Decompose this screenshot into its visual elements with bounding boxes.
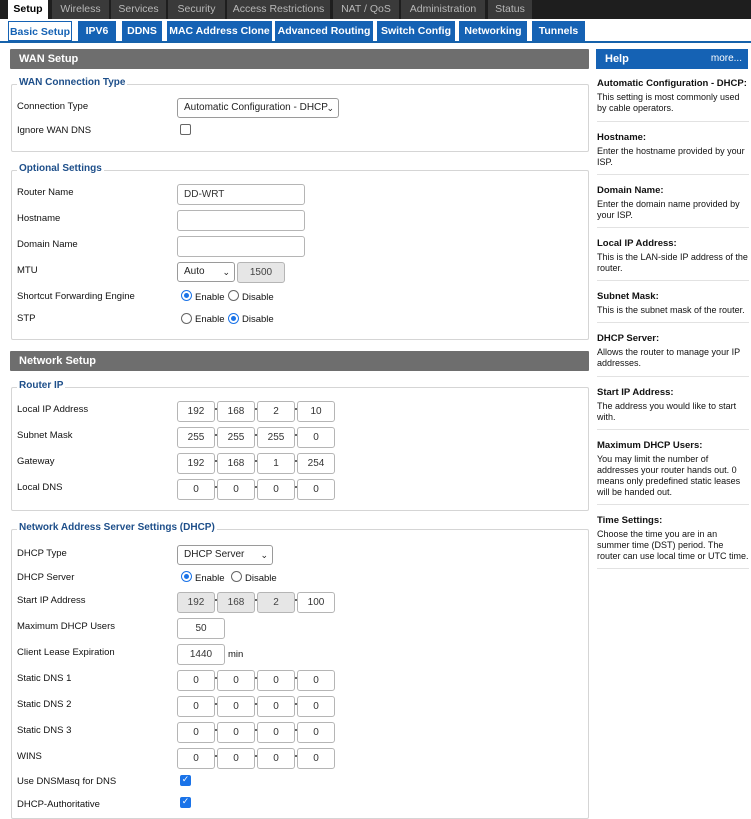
dhcp-server-enable-label: Enable xyxy=(195,573,225,584)
ip-separator xyxy=(255,703,257,705)
ip-separator xyxy=(255,729,257,731)
wins-octet-3[interactable]: 0 xyxy=(257,748,295,769)
ip-separator xyxy=(255,599,257,601)
top-navigation xyxy=(0,0,751,19)
subnet-mask-label: Subnet Mask xyxy=(17,430,73,441)
dns3-octet-4[interactable]: 0 xyxy=(297,722,335,743)
help-title: Help xyxy=(605,53,629,65)
wan-connection-fieldset xyxy=(11,77,589,152)
domain-name-label: Domain Name xyxy=(17,239,78,250)
ip-separator xyxy=(255,460,257,462)
ip-separator xyxy=(255,755,257,757)
start-ip-octet-4[interactable]: 100 xyxy=(297,592,335,613)
help-item-title: Start IP Address: xyxy=(597,387,674,398)
ignore-wan-dns-label: Ignore WAN DNS xyxy=(17,125,92,136)
optional-settings-legend: Optional Settings xyxy=(19,163,102,174)
help-item-title: Automatic Configuration - DHCP: xyxy=(597,78,747,89)
ip-separator xyxy=(295,434,297,436)
dnsmasq-label: Use DNSMasq for DNS xyxy=(17,776,117,787)
help-item-title: DHCP Server: xyxy=(597,333,660,344)
help-item-title: Subnet Mask: xyxy=(597,291,659,302)
ignore-wan-dns-checkbox[interactable] xyxy=(180,124,191,135)
sub-navigation xyxy=(0,19,751,43)
tab-administration[interactable]: Administration xyxy=(401,0,485,19)
local-ip-octet-1[interactable]: 192 xyxy=(177,401,215,422)
stp-enable-radio[interactable] xyxy=(181,313,192,324)
dns2-octet-2[interactable]: 0 xyxy=(217,696,255,717)
ip-separator xyxy=(295,486,297,488)
help-item-start-ip xyxy=(597,387,749,423)
chevron-down-icon: ⌄ xyxy=(260,550,268,560)
help-divider xyxy=(597,568,749,569)
router-ip-legend: Router IP xyxy=(19,380,64,391)
tab-services[interactable]: Services xyxy=(111,0,166,19)
help-divider xyxy=(597,376,749,377)
help-item-dhcp-server xyxy=(597,333,749,369)
sfe-disable-label: Disable xyxy=(242,292,274,303)
wins-label: WINS xyxy=(17,751,42,762)
wan-setup-header: WAN Setup xyxy=(10,49,589,69)
wins-octet-1[interactable]: 0 xyxy=(177,748,215,769)
local-dns-octet-2[interactable]: 0 xyxy=(217,479,255,500)
help-item-title: Domain Name: xyxy=(597,185,664,196)
ip-separator xyxy=(295,460,297,462)
wins-octet-2[interactable]: 0 xyxy=(217,748,255,769)
start-ip-octet-1[interactable]: 192 xyxy=(177,592,215,613)
local-ip-label: Local IP Address xyxy=(17,404,89,415)
sfe-enable-label: Enable xyxy=(195,292,225,303)
help-item-auto-config xyxy=(597,78,749,114)
max-dhcp-users-label: Maximum DHCP Users xyxy=(17,621,116,632)
tab-access-restrictions[interactable]: Access Restrictions xyxy=(227,0,330,19)
help-item-title: Maximum DHCP Users: xyxy=(597,440,703,451)
ip-separator xyxy=(295,729,297,731)
help-divider xyxy=(597,174,749,175)
stp-label: STP xyxy=(17,313,36,324)
dns2-octet-4[interactable]: 0 xyxy=(297,696,335,717)
chevron-down-icon: ⌄ xyxy=(222,267,230,277)
local-dns-octet-4[interactable]: 0 xyxy=(297,479,335,500)
local-dns-octet-3[interactable]: 0 xyxy=(257,479,295,500)
subtab-switch-config[interactable]: Switch Config xyxy=(377,21,455,41)
dhcp-type-label: DHCP Type xyxy=(17,548,67,559)
stp-disable-label: Disable xyxy=(242,314,274,325)
stp-enable-label: Enable xyxy=(195,314,225,325)
hostname-input[interactable] xyxy=(177,210,305,231)
start-ip-label: Start IP Address xyxy=(17,595,86,606)
max-dhcp-users-input[interactable]: 50 xyxy=(177,618,225,639)
connection-type-value: Automatic Configuration - DHCP xyxy=(184,102,328,113)
network-setup-header: Network Setup xyxy=(10,351,589,371)
local-ip-octet-3[interactable]: 2 xyxy=(257,401,295,422)
dhcp-type-select[interactable] xyxy=(177,545,273,565)
help-item-text: This setting is most commonly used by cable operators. xyxy=(597,92,740,113)
router-name-input[interactable]: DD-WRT xyxy=(177,184,305,205)
hostname-label: Hostname xyxy=(17,213,61,224)
ip-separator xyxy=(295,677,297,679)
mtu-value-input[interactable]: 1500 xyxy=(237,262,285,283)
help-item-text: Allows the router to manage your IP addresses. xyxy=(597,347,740,368)
dns1-octet-3[interactable]: 0 xyxy=(257,670,295,691)
help-divider xyxy=(597,504,749,505)
gateway-label: Gateway xyxy=(17,456,55,467)
help-item-title: Hostname: xyxy=(597,132,647,143)
lease-unit-label: min xyxy=(228,649,244,660)
gateway-octet-2[interactable]: 168 xyxy=(217,453,255,474)
start-ip-octet-3[interactable]: 2 xyxy=(257,592,295,613)
help-divider xyxy=(597,280,749,281)
dhcp-server-label: DHCP Server xyxy=(17,572,75,583)
subtab-ddns[interactable]: DDNS xyxy=(122,21,162,41)
stp-disable-radio[interactable] xyxy=(228,313,239,324)
chevron-down-icon: ⌄ xyxy=(326,103,334,113)
help-divider xyxy=(597,429,749,430)
ip-separator xyxy=(255,408,257,410)
tab-security[interactable]: Security xyxy=(168,0,225,19)
gateway-octet-1[interactable]: 192 xyxy=(177,453,215,474)
subtab-ipv6[interactable]: IPV6 xyxy=(78,21,116,41)
help-item-text: You may limit the number of addresses your router hands out. 0 means only predefined static leases will be handed out. xyxy=(597,454,741,497)
domain-name-input[interactable] xyxy=(177,236,305,257)
dhcp-authoritative-label: DHCP-Authoritative xyxy=(17,799,100,810)
dns1-octet-4[interactable]: 0 xyxy=(297,670,335,691)
help-item-max-dhcp-users xyxy=(597,440,749,498)
help-item-text: The address you would like to start with. xyxy=(597,401,737,422)
help-item-domain-name xyxy=(597,185,749,221)
tab-wireless[interactable]: Wireless xyxy=(52,0,109,19)
local-ip-octet-4[interactable]: 10 xyxy=(297,401,335,422)
help-item-time-settings xyxy=(597,515,749,562)
dnsmasq-checkbox[interactable]: ✓ xyxy=(181,775,190,785)
subtab-networking[interactable]: Networking xyxy=(459,21,527,41)
sfe-enable-radio[interactable] xyxy=(181,290,192,301)
subnet-octet-3[interactable]: 255 xyxy=(257,427,295,448)
subtab-mac-address-clone[interactable]: MAC Address Clone xyxy=(167,21,272,41)
ip-separator xyxy=(255,434,257,436)
help-divider xyxy=(597,227,749,228)
subtab-tunnels[interactable]: Tunnels xyxy=(532,21,585,41)
ip-separator xyxy=(295,599,297,601)
ip-separator xyxy=(215,729,217,731)
help-item-title: Local IP Address: xyxy=(597,238,677,249)
static-dns-2-label: Static DNS 2 xyxy=(17,699,72,710)
connection-type-select[interactable] xyxy=(177,98,339,118)
dns2-octet-3[interactable]: 0 xyxy=(257,696,295,717)
ip-separator xyxy=(215,460,217,462)
dhcp-type-value: DHCP Server xyxy=(184,549,245,560)
ip-separator xyxy=(295,755,297,757)
ip-separator xyxy=(255,486,257,488)
help-item-text: This is the subnet mask of the router. xyxy=(597,305,745,315)
subnet-octet-4[interactable]: 0 xyxy=(297,427,335,448)
ip-separator xyxy=(215,703,217,705)
help-header xyxy=(596,49,748,69)
help-item-text: Choose the time you are in an summer time (DST) period. The router can use local time or UTC time. xyxy=(597,529,749,561)
subtab-basic-setup[interactable]: Basic Setup xyxy=(8,21,72,41)
static-dns-3-label: Static DNS 3 xyxy=(17,725,72,736)
help-divider xyxy=(597,322,749,323)
gateway-octet-4[interactable]: 254 xyxy=(297,453,335,474)
gateway-octet-3[interactable]: 1 xyxy=(257,453,295,474)
help-more-link[interactable]: more... xyxy=(710,53,742,64)
dhcp-server-disable-label: Disable xyxy=(245,573,277,584)
local-dns-octet-1[interactable]: 0 xyxy=(177,479,215,500)
dns3-octet-3[interactable]: 0 xyxy=(257,722,295,743)
connection-type-label: Connection Type xyxy=(17,101,89,112)
help-item-title: Time Settings: xyxy=(597,515,663,526)
dns2-octet-1[interactable]: 0 xyxy=(177,696,215,717)
sfe-label: Shortcut Forwarding Engine xyxy=(17,291,135,302)
tab-status[interactable]: Status xyxy=(488,0,532,19)
dns3-octet-2[interactable]: 0 xyxy=(217,722,255,743)
subtab-advanced-routing[interactable]: Advanced Routing xyxy=(275,21,373,41)
sfe-disable-radio[interactable] xyxy=(228,290,239,301)
tab-nat-qos[interactable]: NAT / QoS xyxy=(333,0,399,19)
help-divider xyxy=(597,121,749,122)
ip-separator xyxy=(215,434,217,436)
dns1-octet-1[interactable]: 0 xyxy=(177,670,215,691)
ip-separator xyxy=(295,408,297,410)
subnet-octet-2[interactable]: 255 xyxy=(217,427,255,448)
help-item-subnet-mask xyxy=(597,291,749,316)
dhcp-server-disable-radio[interactable] xyxy=(231,571,242,582)
wins-octet-4[interactable]: 0 xyxy=(297,748,335,769)
ip-separator xyxy=(255,677,257,679)
ip-separator xyxy=(215,755,217,757)
local-ip-octet-2[interactable]: 168 xyxy=(217,401,255,422)
dhcp-authoritative-checkbox[interactable]: ✓ xyxy=(181,797,190,807)
subnet-octet-1[interactable]: 255 xyxy=(177,427,215,448)
wan-connection-legend: WAN Connection Type xyxy=(19,77,126,88)
dhcp-legend: Network Address Server Settings (DHCP) xyxy=(19,522,215,533)
mtu-mode-value: Auto xyxy=(184,266,205,277)
dns1-octet-2[interactable]: 0 xyxy=(217,670,255,691)
help-item-text: Enter the domain name provided by your ISP. xyxy=(597,199,740,220)
mtu-mode-select[interactable] xyxy=(177,262,235,282)
help-item-text: Enter the hostname provided by your ISP. xyxy=(597,146,745,167)
ip-separator xyxy=(215,408,217,410)
router-name-label: Router Name xyxy=(17,187,74,198)
mtu-label: MTU xyxy=(17,265,38,276)
tab-setup[interactable]: Setup xyxy=(8,0,48,19)
start-ip-octet-2[interactable]: 168 xyxy=(217,592,255,613)
ip-separator xyxy=(215,486,217,488)
lease-expiration-label: Client Lease Expiration xyxy=(17,647,115,658)
ip-separator xyxy=(215,599,217,601)
help-item-text: This is the LAN-side IP address of the router. xyxy=(597,252,748,273)
static-dns-1-label: Static DNS 1 xyxy=(17,673,72,684)
help-item-hostname xyxy=(597,132,749,168)
help-item-local-ip xyxy=(597,238,749,274)
dns3-octet-1[interactable]: 0 xyxy=(177,722,215,743)
lease-expiration-input[interactable]: 1440 xyxy=(177,644,225,665)
ip-separator xyxy=(295,703,297,705)
local-dns-label: Local DNS xyxy=(17,482,63,493)
ip-separator xyxy=(215,677,217,679)
dhcp-server-enable-radio[interactable] xyxy=(181,571,192,582)
